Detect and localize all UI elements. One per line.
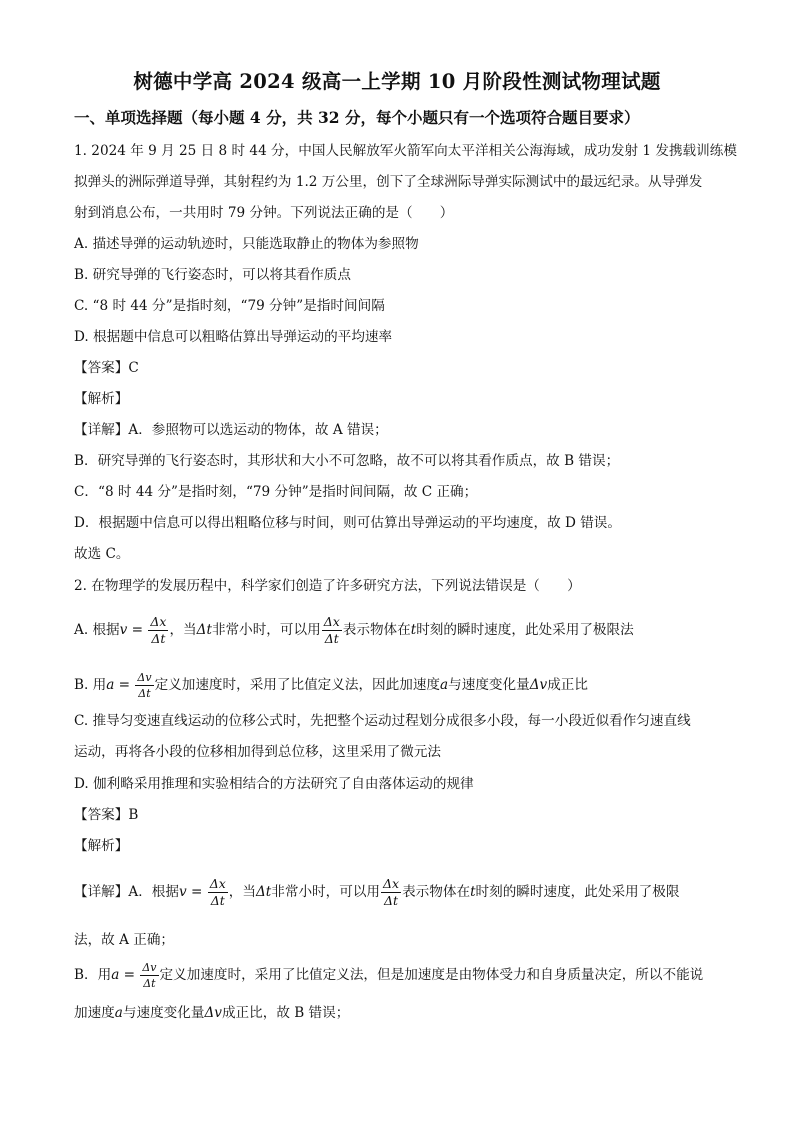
fraction-denominator: Δt xyxy=(322,630,342,646)
q2-option-b xyxy=(74,668,588,702)
var-a: a xyxy=(440,677,449,693)
q2-answer-value: B xyxy=(128,807,139,823)
q2-stem: 2. 在物理学的发展历程中，科学家们创造了许多研究方法，下列说法错误是（ ） xyxy=(74,578,581,594)
q2-detail-b-text: B．用 xyxy=(74,967,112,983)
q2-option-b-text: 成正比 xyxy=(547,677,588,693)
fraction-denominator: Δt xyxy=(140,975,158,989)
var-t: t xyxy=(470,884,476,900)
q1-detail-c: C．“8 时 44 分”是指时刻，“79 分钟”是指时间间隔，故 C 正确； xyxy=(74,484,478,500)
var-delta-t: Δt xyxy=(255,884,272,900)
q2-detail-a-line2: 法，故 A 正确； xyxy=(74,932,175,948)
q2-option-a xyxy=(74,612,634,648)
fraction-numerator: Δx xyxy=(150,613,167,629)
equals-sign: = xyxy=(114,677,135,693)
q1-stem-line2: 拟弹头的洲际弹道导弹，其射程约为 1.2 万公里，创下了全球洲际导弹实际测试中的最远纪录。从导弹发 xyxy=(74,174,703,190)
q1-answer-label: 【答案】 xyxy=(74,360,129,376)
q1-detail-b: B．研究导弹的飞行姿态时，其形状和大小不可忽略，故不可以将其看作质点，故 B 错误； xyxy=(74,453,620,469)
q2-detail-b-line2 xyxy=(74,1003,349,1023)
q2-detail-a xyxy=(74,873,679,911)
fraction-dx-dt xyxy=(322,613,342,646)
q1-answer-value: C xyxy=(128,360,139,376)
q2-option-a-text: ，当 xyxy=(169,622,197,638)
fraction-denominator: Δt xyxy=(381,892,401,908)
equals-sign: = xyxy=(127,622,148,638)
q2-detail-a-text: 非常小时，可以用 xyxy=(271,884,381,900)
q2-detail-a-text: ，当 xyxy=(228,884,256,900)
q1-detail-a: 【详解】A．参照物可以选运动的物体，故 A 错误； xyxy=(74,422,388,438)
var-a: a xyxy=(114,1005,123,1021)
page-title: 树德中学高 2024 级高一上学期 10 月阶段性测试物理试题 xyxy=(133,70,661,93)
q1-stem-line1: 1. 2024 年 9 月 25 日 8 时 44 分，中国人民解放军火箭军向太平洋相关公海海域，成功发射 1 发携载训练模 xyxy=(74,143,737,159)
q2-option-b-text: 定义加速度时，采用了比值定义法，因此加速度 xyxy=(154,677,441,693)
q2-detail-a-text: 【详解】A．根据 xyxy=(74,884,179,900)
q1-conclusion: 故选 C。 xyxy=(74,546,130,562)
fraction-denominator: Δt xyxy=(148,630,168,646)
q2-option-a-text: A. 根据 xyxy=(74,622,120,638)
q1-stem-line3: 射到消息公布，一共用时 79 分钟。下列说法正确的是（ ） xyxy=(74,205,454,221)
fraction-dx-dt xyxy=(381,875,401,908)
fraction-denominator: Δt xyxy=(208,892,228,908)
q2-detail-a-text: 表示物体在 xyxy=(402,884,471,900)
q1-option-a: A. 描述导弹的运动轨迹时，只能选取静止的物体为参照物 xyxy=(74,236,419,252)
var-delta-t: Δt xyxy=(196,622,212,638)
equals-sign: = xyxy=(186,884,207,900)
q2-option-c-line2: 运动，再将各小段的位移相加得到总位移，这里采用了微元法 xyxy=(74,744,442,760)
fraction-numerator: Δv xyxy=(137,671,152,684)
q2-option-b-text: 与速度变化量 xyxy=(448,677,530,693)
q1-option-c: C. “8 时 44 分”是指时刻，“79 分钟”是指时间间隔 xyxy=(74,298,385,314)
q2-answer-line xyxy=(74,805,138,825)
fraction-dx-dt xyxy=(148,613,168,646)
q1-analysis-label: 【解析】 xyxy=(74,391,129,407)
var-delta-v: Δv xyxy=(529,677,548,693)
fraction-numerator: Δx xyxy=(383,875,400,891)
q2-answer-label: 【答案】 xyxy=(74,807,129,823)
var-v: v xyxy=(178,884,187,900)
var-a: a xyxy=(106,677,115,693)
q2-option-c-line1: C. 推导匀变速直线运动的位移公式时，先把整个运动过程划分成很多小段，每一小段近似看作匀速直线 xyxy=(74,713,691,729)
var-a: a xyxy=(111,967,120,983)
q2-option-a-text: 表示物体在 xyxy=(342,622,411,638)
q2-option-a-text: 非常小时，可以用 xyxy=(211,622,321,638)
fraction-numerator: Δx xyxy=(323,613,340,629)
q1-option-b: B. 研究导弹的飞行姿态时，可以将其看作质点 xyxy=(74,267,351,283)
q2-option-b-text: B. 用 xyxy=(74,677,107,693)
q2-detail-a-text: 时刻的瞬时速度，此处采用了极限 xyxy=(475,884,680,900)
var-delta-v: Δv xyxy=(204,1005,222,1021)
fraction-numerator: Δx xyxy=(209,875,226,891)
q1-answer-line xyxy=(74,358,139,378)
fraction-dv-dt xyxy=(135,672,153,699)
fraction-denominator: Δt xyxy=(135,685,153,699)
q1-detail-d: D．根据题中信息可以得出粗略位移与时间，则可估算出导弹运动的平均速度，故 D 错误。 xyxy=(74,515,621,531)
q2-detail-b-text: 加速度 xyxy=(74,1005,115,1021)
q2-option-a-text: 时刻的瞬时速度，此处采用了极限法 xyxy=(416,622,634,638)
fraction-dx-dt xyxy=(208,875,228,908)
fraction-dv-dt xyxy=(140,962,158,989)
equals-sign: = xyxy=(119,967,140,983)
q2-detail-b xyxy=(74,958,703,992)
q2-option-d: D. 伽利略采用推理和实验相结合的方法研究了自由落体运动的规律 xyxy=(74,776,474,792)
q2-detail-b-text: 成正比，故 B 错误； xyxy=(221,1005,350,1021)
q2-detail-b-text: 定义加速度时，采用了比值定义法，但是加速度是由物体受力和自身质量决定，所以不能说 xyxy=(159,967,704,983)
fraction-numerator: Δv xyxy=(142,961,157,974)
q2-detail-b-text: 与速度变化量 xyxy=(122,1005,205,1021)
q1-option-d: D. 根据题中信息可以粗略估算出导弹运动的平均速率 xyxy=(74,329,393,345)
section-heading: 一、单项选择题（每小题 4 分，共 32 分，每个小题只有一个选项符合题目要求） xyxy=(74,108,640,127)
q2-analysis-label: 【解析】 xyxy=(74,838,129,854)
var-t: t xyxy=(410,622,417,638)
var-v: v xyxy=(119,622,128,638)
